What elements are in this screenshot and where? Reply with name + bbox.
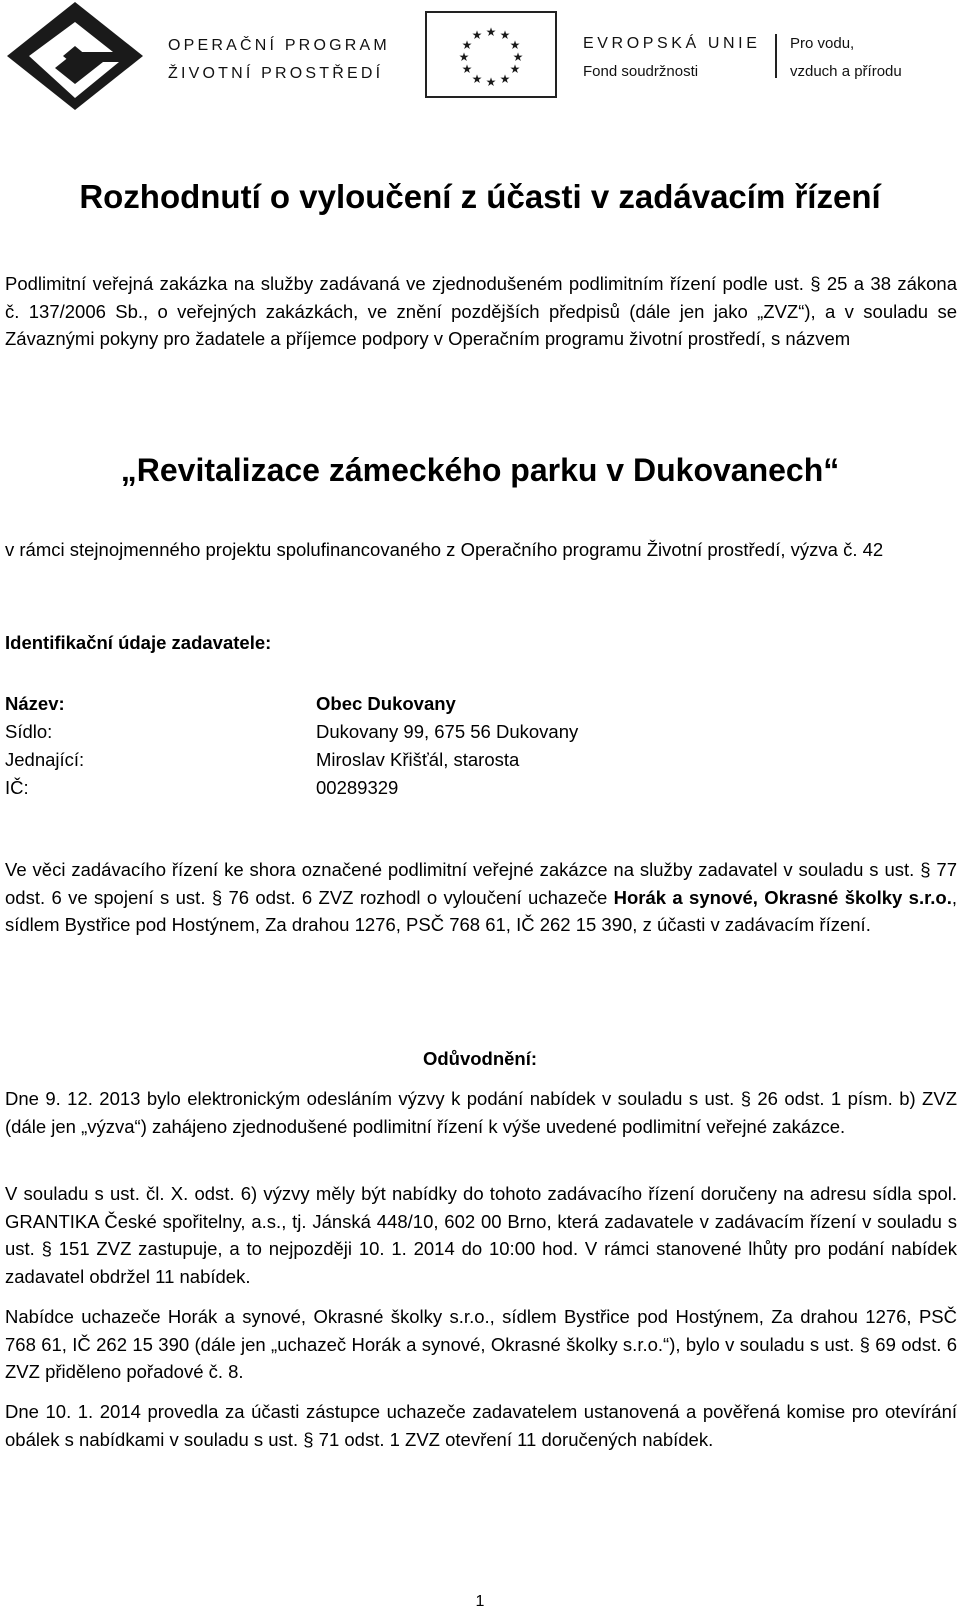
id-row-seat bbox=[5, 718, 705, 746]
id-heading: Identifikační údaje zadavatele: bbox=[5, 632, 272, 653]
project-context: v rámci stejnojmenného projektu spolufinancovaného z Operačního programu Životní prostředí, výzva č. 42 bbox=[5, 539, 884, 560]
justification-paragraph-1: Dne 9. 12. 2013 bylo elektronickým odesláním výzvy k podání nabídek v souladu s ust. § 26 odst. 1 písm. b) ZVZ (dále jen „výzva“) zahájeno zjednodušené podlimitní řízení k výše uvedené podlimitní veřejné zakázce. bbox=[5, 1088, 957, 1137]
svg-text:★: ★ bbox=[499, 28, 511, 42]
justification-paragraph-3: Nabídce uchazeče Horák a synové, Okrasné školky s.r.o., sídlem Bystřice pod Hostýnem, Za drahou 1276, PSČ 768 61, IČ 262 15 390 (dále jen „uchazeč Horák a synové, Okrasné školky s.r.o.“), bylo v souladu s ust. § 69 odst. 6 ZVZ přiděleno pořadové č. 8. bbox=[5, 1306, 957, 1383]
document-header bbox=[0, 0, 960, 120]
svg-text:★: ★ bbox=[499, 72, 511, 86]
document-title: Rozhodnutí o vyloučení z účasti v zadávacím řízení bbox=[79, 178, 881, 215]
id-label: Název: bbox=[5, 693, 65, 714]
opzp-logo-icon bbox=[5, 0, 145, 112]
decision-paragraph bbox=[5, 856, 957, 939]
project-name: „Revitalizace zámeckého parku v Dukovanech“ bbox=[120, 452, 840, 488]
motto bbox=[790, 30, 902, 86]
svg-text:★: ★ bbox=[458, 50, 470, 64]
id-row-representative bbox=[5, 746, 705, 774]
id-row-ico bbox=[5, 774, 705, 802]
id-label: Jednající: bbox=[5, 749, 85, 770]
intro-paragraph: Podlimitní veřejná zakázka na služby zadávaná ve zjednodušeném podlimitním řízení podle ust. § 25 a 38 zákona č. 137/2006 Sb., o veřejných zakázkách, ve znění pozdějších předpisů (dále jen jako „ZVZ“), a v souladu se Závaznými pokyny pro žadatele a příjemce podpory v Operačním programu životní prostředí, s názvem bbox=[5, 273, 957, 350]
excluded-bidder: Horák a synové, Okrasné školky s.r.o. bbox=[613, 886, 952, 908]
eu-flag bbox=[425, 11, 557, 98]
header-divider bbox=[775, 34, 777, 78]
svg-text:★: ★ bbox=[512, 50, 524, 64]
page-number: 1 bbox=[475, 1593, 485, 1610]
program-name bbox=[168, 32, 390, 88]
svg-text:★: ★ bbox=[471, 28, 483, 42]
eu-label bbox=[583, 30, 761, 86]
eu-line-2: Fond soudržnosti bbox=[583, 63, 699, 80]
id-value: Dukovany 99, 675 56 Dukovany bbox=[316, 721, 579, 742]
svg-text:★: ★ bbox=[509, 62, 521, 76]
eu-line-1: EVROPSKÁ UNIE bbox=[583, 35, 761, 52]
justification-heading: Odůvodnění: bbox=[422, 1048, 538, 1069]
program-line-1: OPERAČNÍ PROGRAM bbox=[168, 37, 390, 54]
svg-text:★: ★ bbox=[461, 38, 473, 52]
id-table bbox=[5, 690, 705, 802]
svg-text:★: ★ bbox=[485, 25, 497, 39]
id-value: Miroslav Křišťál, starosta bbox=[316, 749, 520, 770]
id-label: IČ: bbox=[5, 777, 29, 798]
decision-text-2: , sídlem Bystřice pod Hostýnem, Za drahou 1276, PSČ 768 61, IČ 262 15 390, z účasti v zadávacím řízení. bbox=[5, 886, 957, 936]
program-line-2: ŽIVOTNÍ PROSTŘEDÍ bbox=[168, 65, 384, 82]
id-value: Obec Dukovany bbox=[316, 693, 456, 714]
justification-paragraph-2: V souladu s ust. čl. X. odst. 6) výzvy měly být nabídky do tohoto zadávacího řízení doručeny na adresu sídla spol. GRANTIKA České spořitelny, a.s., tj. Jánská 448/10, 602 00 Brno, která zadavatele v zadávacím řízení v souladu s ust. § 151 ZVZ zastupuje, a to nejpozději 10. 1. 2014 do 10:00 hod. V rámci stanovené lhůty pro podání nabídek zadavatel obdržel 11 nabídek. bbox=[5, 1183, 957, 1287]
motto-line-2: vzduch a přírodu bbox=[790, 63, 902, 80]
id-value: 00289329 bbox=[316, 777, 399, 798]
justification-paragraph-4: Dne 10. 1. 2014 provedla za účasti zástupce uchazeče zadavatelem ustanovená a pověřená komise pro otevírání obálek s nabídkami v souladu s ust. § 71 odst. 1 ZVZ otevření 11 doručených nabídek. bbox=[5, 1401, 957, 1450]
svg-text:★: ★ bbox=[485, 75, 497, 89]
eu-stars-icon bbox=[427, 13, 555, 96]
id-label: Sídlo: bbox=[5, 721, 53, 742]
svg-text:★: ★ bbox=[509, 38, 521, 52]
id-row-name bbox=[5, 690, 705, 718]
decision-text-1: Ve věci zadávacího řízení ke shora označené podlimitní veřejné zakázce na služby zadavatel v souladu s ust. § 77 odst. 6 ve spojení s ust. § 76 odst. 6 ZVZ rozhodl o vyloučení uchazeče bbox=[5, 859, 957, 908]
svg-text:★: ★ bbox=[461, 62, 473, 76]
svg-text:★: ★ bbox=[471, 72, 483, 86]
motto-line-1: Pro vodu, bbox=[790, 35, 855, 52]
